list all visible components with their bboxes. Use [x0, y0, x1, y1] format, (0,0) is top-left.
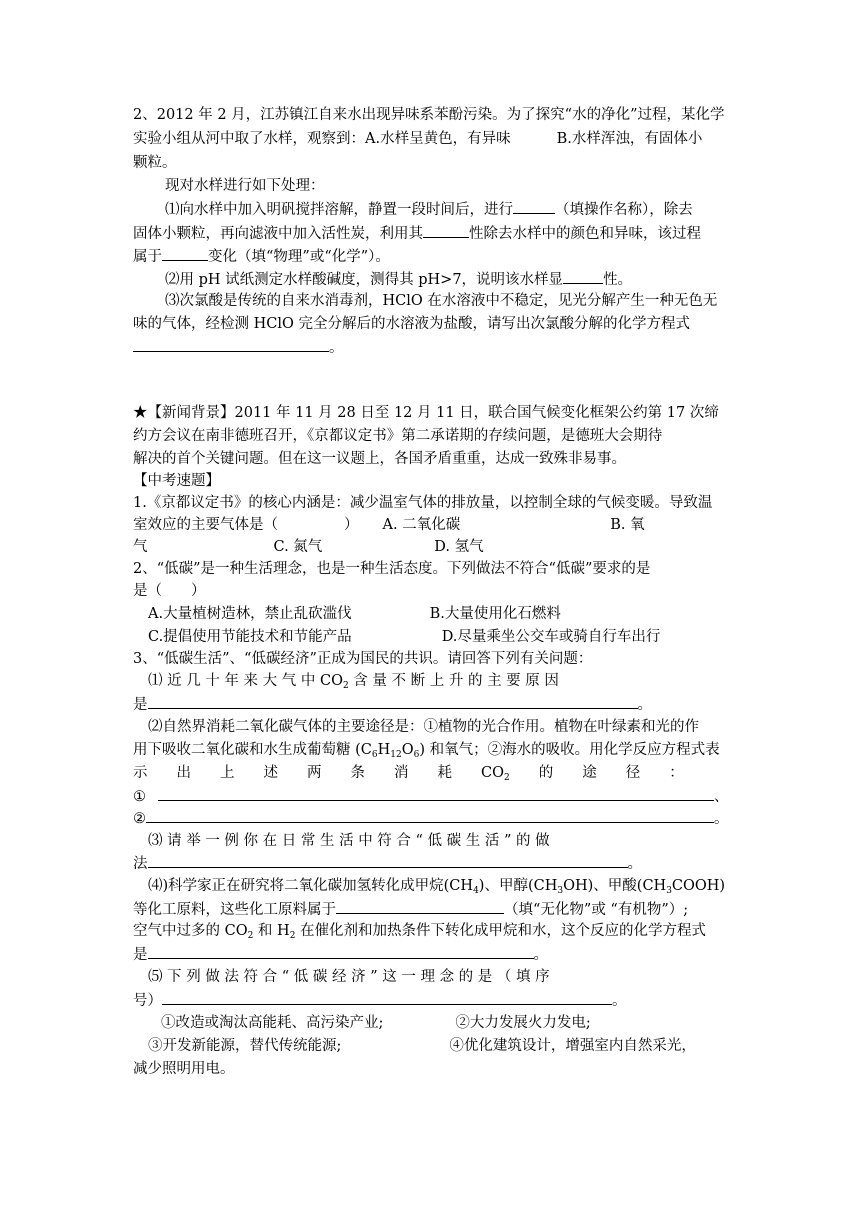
answer-blank[interactable]: [336, 898, 504, 914]
answer-blank[interactable]: [133, 336, 329, 352]
q2-process-label: 现对水样进行如下处理：: [165, 178, 325, 194]
q3-part5-line1: ⑸ 下 列 做 法 符 合 “ 低 碳 经 济 ” 这 一 理 念 的 是 （ 填 序: [148, 969, 550, 985]
q3-part5-line2: 号） 。: [133, 989, 627, 1012]
q2-step1-line2: 固体小颗粒，再向滤液中加入活性炭，利用其 性除去水样中的颜色和异味，该过程: [133, 222, 701, 245]
q3-part3-line1: ⑶ 请 举 一 例 你 在 日 常 生 活 中 符 合 “ 低 碳 生 活 ” 的 做: [148, 833, 550, 849]
mc2-stem-line1: 2、“低碳”是一种生活理念，也是一种生活态度。下列做法不符合“低碳”要求的是: [133, 561, 651, 577]
answer-blank[interactable]: [162, 989, 612, 1005]
q3-options-row2: [148, 1035, 696, 1057]
q3-option-4: ④优化建筑设计，增强室内自然采光，: [449, 1038, 696, 1054]
mc2-stem-line2: 是（ ）: [133, 583, 206, 599]
mc2-option-a: A.大量植树造林，禁止乱砍滥伐: [148, 606, 352, 622]
q3-part1-line1: ⑴ 近 几 十 年 来 大 气 中 $CO_2$ 含 量 不 断 上 升 的 主 要 原 因: [148, 673, 559, 691]
q2-step3-line1: ⑶次氯酸是传统的自来水消毒剂，HClO 在水溶液中不稳定，见光分解产生一种无色无: [165, 293, 718, 309]
q3-part2-line2: 用下吸收二氧化碳和水生成葡萄糖 $(C_6H_{12}O_6)$ 和氧气；②海水的吸收。用化学反应方程式表: [133, 742, 720, 760]
answer-blank[interactable]: [423, 222, 469, 238]
q3-option-2: ②大力发展火力发电;: [455, 1015, 591, 1031]
q2-step3-line3: 。: [133, 336, 344, 359]
mc1-option-d: D. 氢气: [434, 539, 484, 555]
q3-option-3: ③开发新能源，替代传统能源;: [148, 1038, 342, 1054]
q3-part2-line4: ① 、: [133, 785, 729, 808]
q2-intro-line3: 颗粒。: [133, 155, 177, 171]
answer-blank[interactable]: [162, 245, 208, 261]
answer-blank[interactable]: [148, 852, 628, 868]
q2-intro-line2: 实验小组从河中取了水样，观察到：A.水样呈黄色，有异味 B.水样浑浊，有固体小: [133, 131, 703, 147]
news-line3: 解决的首个关键问题。但在这一议题上，各国矛盾重重，达成一致殊非易事。: [133, 451, 626, 467]
news-line1: ★【新闻背景】2011 年 11 月 28 日至 12 月 11 日，联合国气候变化框架公约第 17 次缔: [133, 405, 719, 421]
q3-part3-line2: 法 。: [133, 852, 642, 875]
answer-blank[interactable]: [158, 785, 714, 801]
mc1-stem-line2: 室效应的主要气体是（ ） A. 二氧化碳 B. 氧: [133, 517, 645, 533]
mc1-option-c: C. 氮气: [273, 539, 323, 555]
mc1-option-a: A. 二氧化碳: [382, 517, 461, 533]
mc2-option-c: C.提倡使用节能技术和节能产品: [148, 629, 352, 645]
mc1-stem-line3: 气 C. 氮气 D. 氢气: [133, 539, 484, 555]
q2-step2: ⑵用 pH 试纸测定水样酸碱度，测得其 pH>7，说明该水样显 性。: [165, 268, 632, 291]
mc2-options-row2: [148, 626, 660, 648]
q3-part2-line3: 示 出 上 述 两 条 消 耗 $CO_2$ 的 途 径 ：: [133, 765, 684, 783]
q3-part2-line1: ⑵自然界消耗二氧化碳气体的主要途径是：①植物的光合作用。植物在叶绿素和光的作: [148, 719, 699, 735]
mc1-option-b: B. 氧: [610, 517, 645, 533]
answer-blank[interactable]: [148, 693, 638, 709]
q2-intro-line1: 2、2012 年 2 月，江苏镇江自来水出现异味系苯酚污染。为了探究“水的净化”过程，某化学: [133, 107, 725, 123]
answer-blank[interactable]: [146, 807, 714, 823]
q3-options-row1: [161, 1012, 591, 1034]
news-line2: 约方会议在南非德班召开，《京都议定书》第二承诺期的存续问题，是德班大会期待: [133, 428, 663, 444]
mc2-option-b: B.大量使用化石燃料: [429, 606, 561, 622]
q3-part4-line4: 是 。: [133, 943, 548, 966]
q2-step3-line2: 味的气体，经检测 HClO 完全分解后的水溶液为盐酸，请写出次氯酸分解的化学方程式: [133, 316, 690, 332]
mc2-option-d: D.尽量乘坐公交车或骑自行车出行: [441, 629, 661, 645]
q3-part4-line3: 空气中过多的 $CO_2$ 和 $H_2$ 在催化剂和加热条件下转化成甲烷和水，这个反应的化学方程式: [133, 923, 707, 941]
q3-part2-line5: ② 。: [133, 807, 729, 830]
q3-options-row3: 减少照明用电。: [133, 1061, 235, 1077]
mc2-options-row1: [148, 603, 561, 625]
answer-blank[interactable]: [148, 943, 534, 959]
q3-part1-line2: 是 。: [133, 693, 652, 716]
q3-option-1: ①改造或淘汰高能耗、高污染产业;: [161, 1015, 384, 1031]
q2-step1-line3: 属于 变化（填“物理”或“化学”）。: [133, 245, 390, 268]
q3-part4-line2: 等化工原料，这些化工原料属于 （填“无化物”或 “有机物”）;: [133, 898, 688, 921]
q3-head: 3、“低碳生活”、“低碳经济”正成为国民的共识。请回答下列有关问题：: [133, 651, 593, 667]
answer-blank[interactable]: [513, 198, 555, 214]
answer-blank[interactable]: [563, 268, 603, 284]
q3-part4-line1: ⑷)科学家正在研究将二氧化碳加氢转化成甲烷$(CH_4)$、甲醇$(CH_3OH)$、甲酸$(CH_3COOH)$: [148, 878, 726, 896]
section-title: 【中考速题】: [133, 473, 220, 489]
q2-step1-line1: ⑴向水样中加入明矾搅拌溶解，静置一段时间后，进行 （填操作名称），除去: [165, 198, 693, 221]
mc1-stem-line1: 1.《京都议定书》的核心内涵是：减少温室气体的排放量，以控制全球的气候变暖。导致温: [133, 495, 713, 511]
